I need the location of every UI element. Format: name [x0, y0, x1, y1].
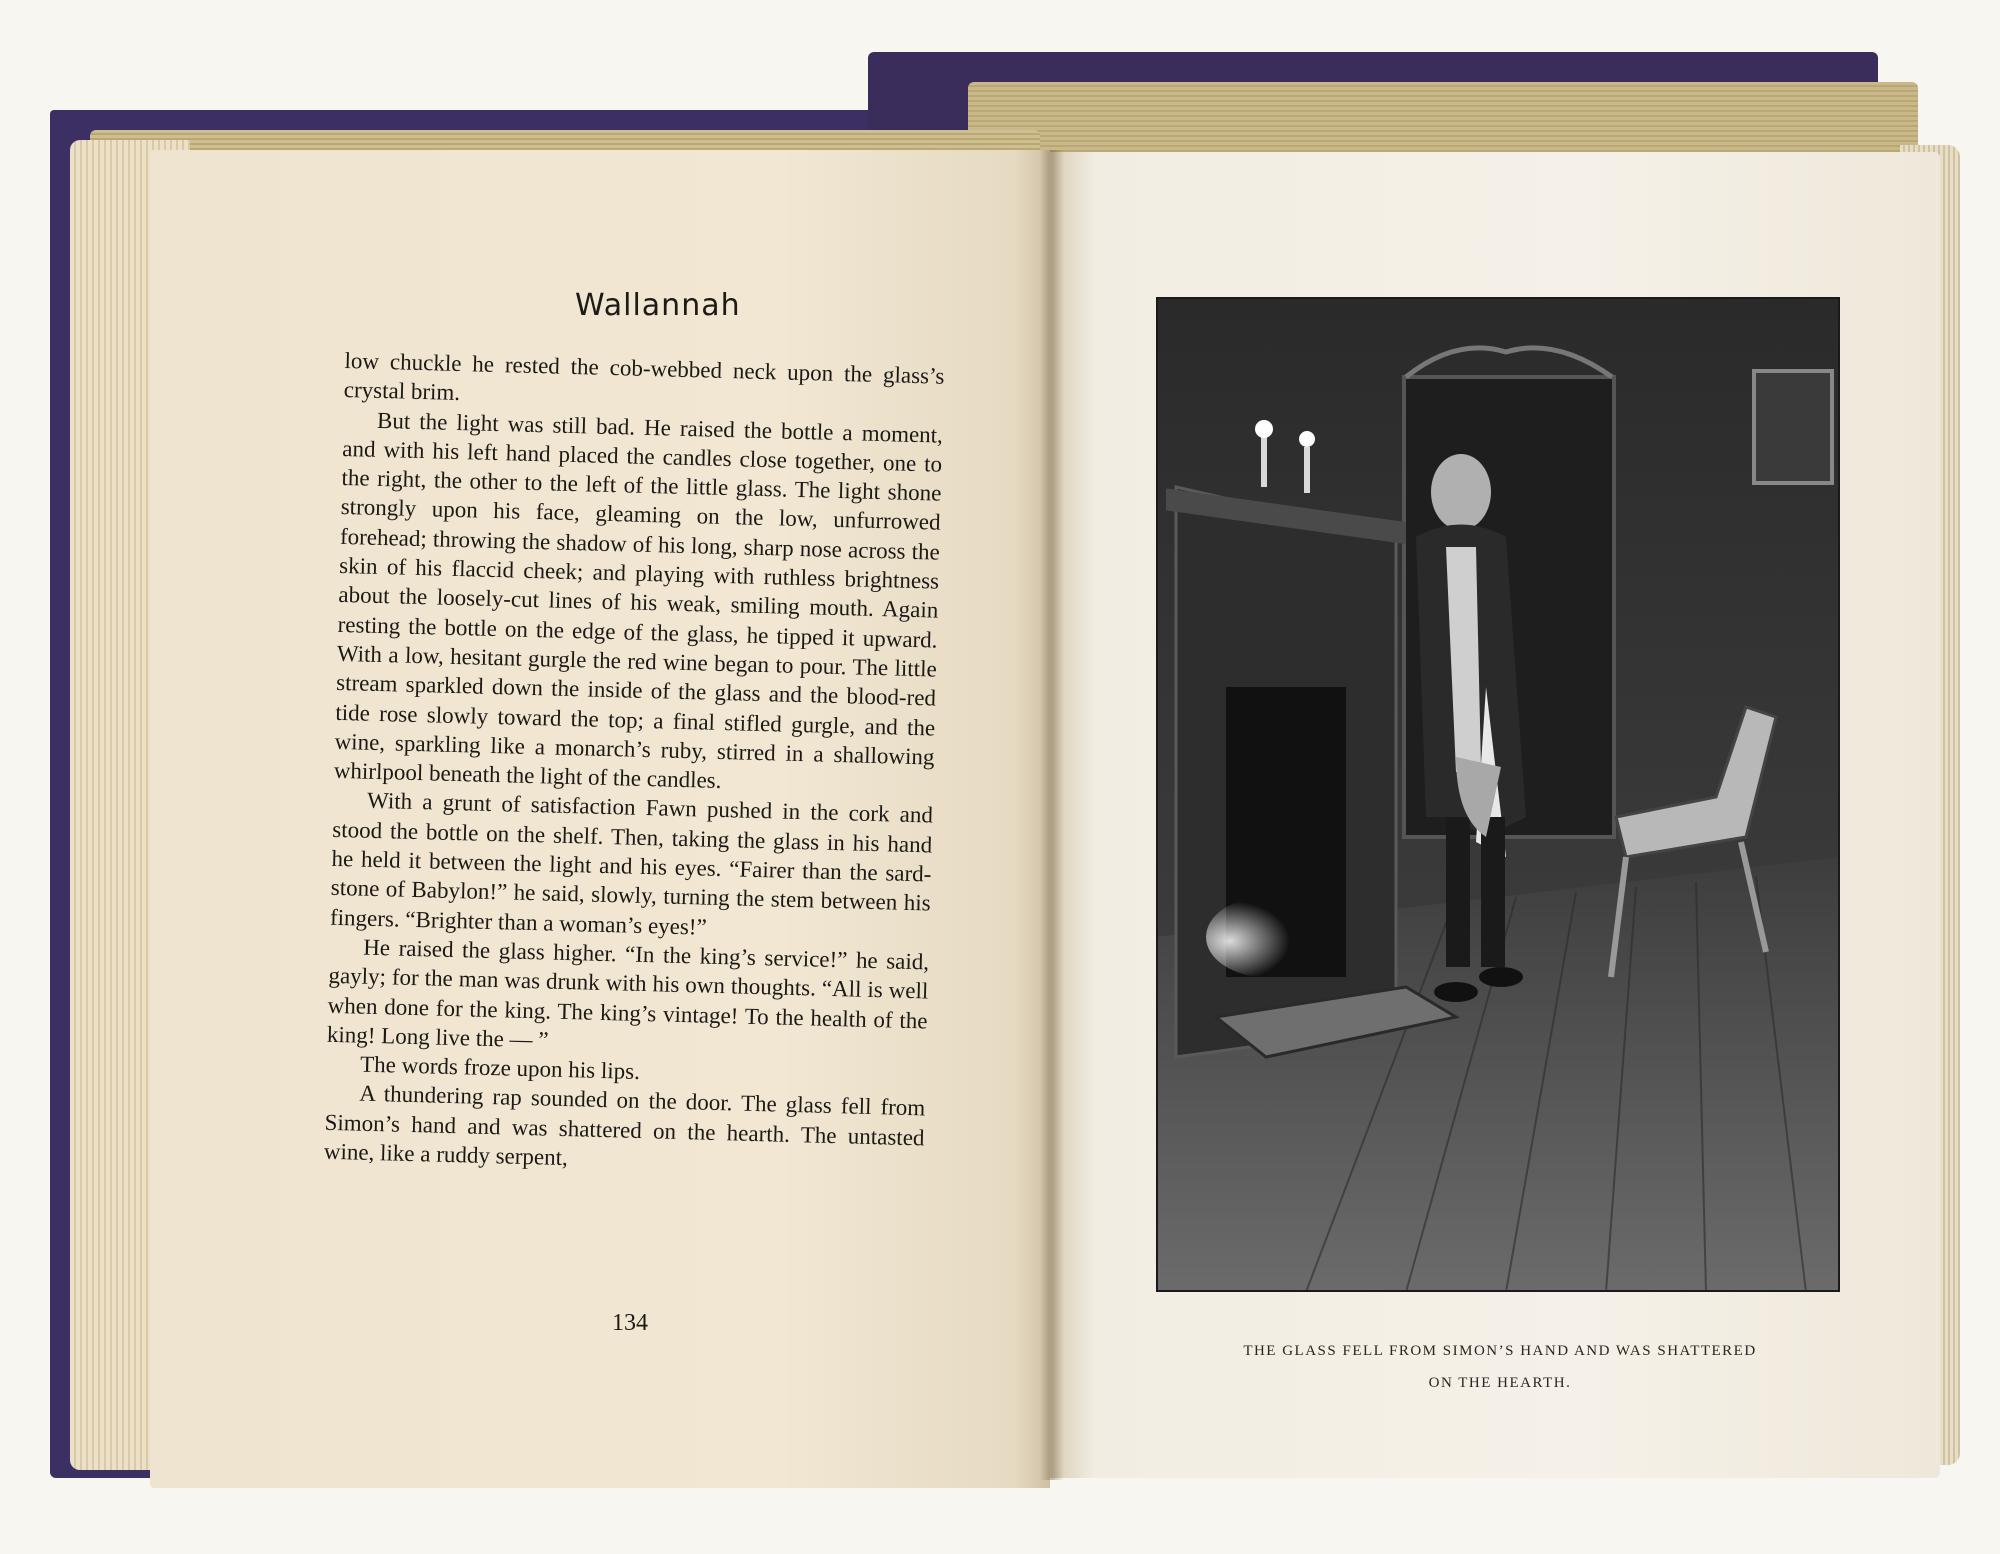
paragraph-6: A thundering rap sounded on the door. The glass fell from Simon’s hand and was shattered on the hearth. The untasted wine, like a ruddy serpent,: [323, 1081, 926, 1171]
paragraph-3: With a grunt of satisfaction Fawn pushed in the cork and stood the bottle on the shelf. Then, taking the glass in his hand he held it between the light and his eyes. “Fairer than the sard-stone of Babylon!” he said, slowly, turning the stem between his fingers. “Brighter than a woman’s eyes!”: [329, 788, 934, 940]
paragraph-5: The words froze upon his lips.: [359, 1051, 641, 1085]
paragraph-1: low chuckle he rested the cob-webbed neck upon the glass’s crystal brim.: [343, 347, 945, 406]
illustration-caption: [1150, 1335, 1850, 1399]
running-head: Wallannah: [575, 288, 741, 323]
page-number: 134: [612, 1310, 648, 1336]
book-gutter: [1040, 150, 1064, 1480]
caption-line-1: THE GLASS FELL FROM SIMON’S HAND AND WAS SHATTERED: [1243, 1343, 1757, 1359]
caption-line-2: ON THE HEARTH.: [1428, 1375, 1572, 1391]
illustration-drawing: [1156, 297, 1840, 1292]
paragraph-2: But the light was still bad. He raised the bottle a moment, and with his left hand placed the candles close together, one to the right, the other to the left of the little glass. The light shone strongly upon his face, gleaming on the low, unfurrowed forehead; throwing the shadow of his long, sharp nose across the skin of his flaccid cheek; and playing with ruthless brightness about the loosely-cut lines of his weak, smiling mouth. Again resting the bottle on the edge of the glass, he tipped it upward. With a low, hesitant gurgle the red wine began to pour. The little stream sparkled down the inside of the glass and the blood-red tide rose slowly toward the top; a final stifled gurgle, and the wine, sparkling like a monarch’s ruby, stirred in a shallowing whirlpool beneath the light of the candles.: [333, 407, 944, 794]
illustration-plate: [1156, 297, 1840, 1292]
paragraph-4: He raised the glass higher. “In the king’s service!” he said, gayly; for the man was drunk with his own thoughts. “All is well when done for the king. The king’s vintage! To the health of the king! Long live the — ”: [326, 934, 930, 1053]
body-text: [324, 346, 945, 1182]
gilt-page-edges-top: [968, 82, 1918, 152]
